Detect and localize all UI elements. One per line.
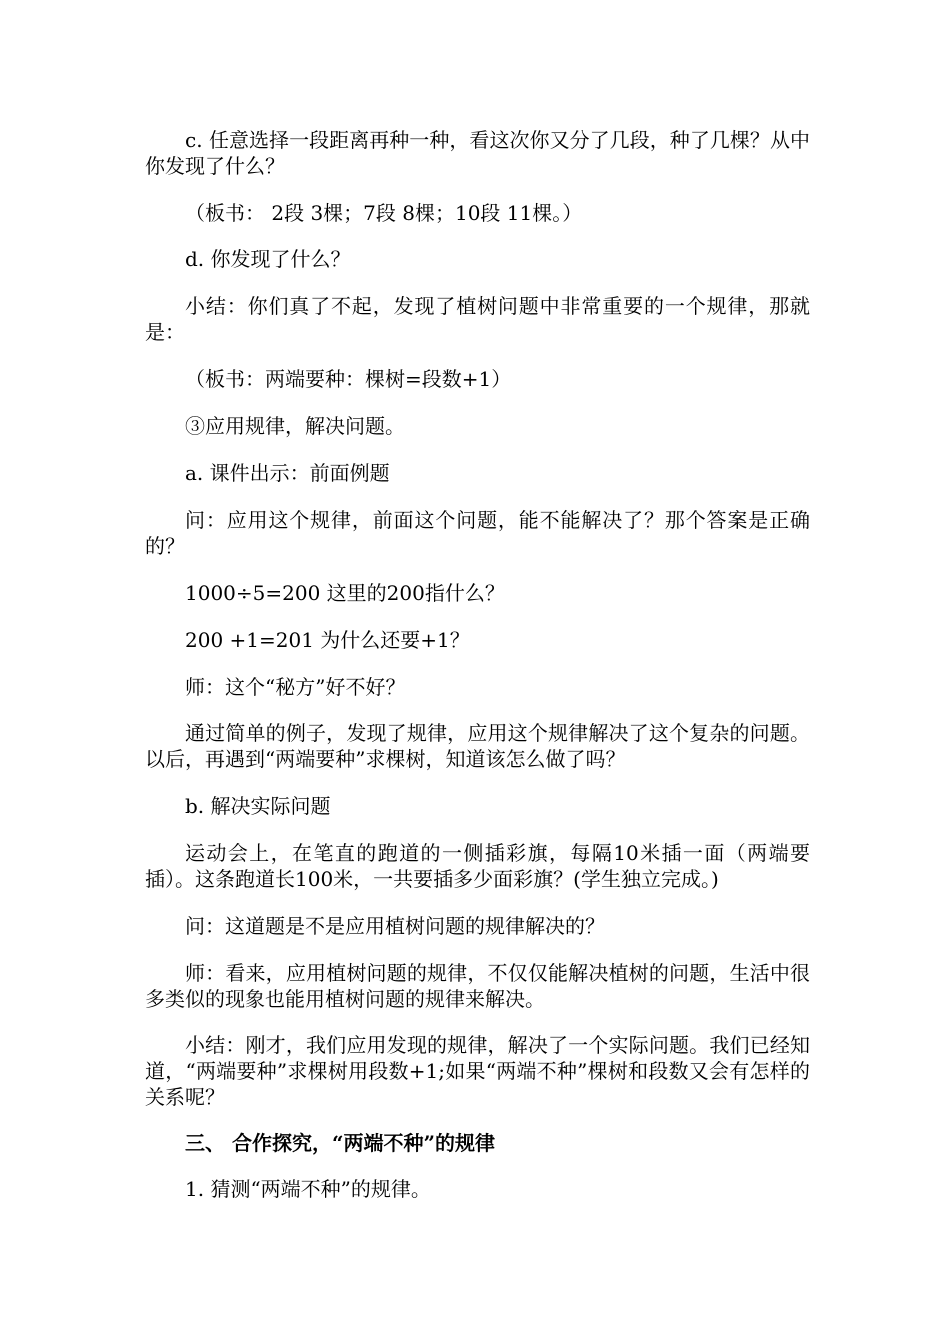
paragraph-summary-both-ends: 小结：刚才，我们应用发现的规律，解决了一个实际问题。我们已经知道，“两端要种”求棵树用段数+1;如果“两端不种”棵树和段数又会有怎样的关系呢？ <box>145 1033 810 1109</box>
paragraph-calculation-plus-one: 200 +1=201 为什么还要+1？ <box>185 628 470 652</box>
paragraph-discovery-summary: 通过简单的例子，发现了规律，应用这个规律解决了这个复杂的问题。以后，再遇到“两端要种”求棵树，知道该怎么做了吗？ <box>145 721 810 771</box>
paragraph-apply-rule: ③应用规律，解决问题。 <box>185 414 405 438</box>
paragraph-summary-rule: 小结：你们真了不起，发现了植树问题中非常重要的一个规律，那就是： <box>145 294 810 344</box>
paragraph-teacher-question: 师：这个“秘方”好不好？ <box>185 675 406 699</box>
paragraph-board-note-formula: （板书：两端要种：棵树=段数+1） <box>185 367 512 391</box>
paragraph-question-apply: 问：应用这个规律，前面这个问题，能不能解决了？那个答案是正确的？ <box>145 508 810 558</box>
paragraph-task-d: d. 你发现了什么？ <box>185 247 351 271</box>
paragraph-guess-rule: 1. 猜测“两端不种”的规律。 <box>185 1177 431 1201</box>
paragraph-calculation-division: 1000÷5=200 这里的200指什么？ <box>185 581 505 605</box>
paragraph-task-c: c. 任意选择一段距离再种一种，看这次你又分了几段，种了几棵？从中你发现了什么？ <box>145 128 810 178</box>
paragraph-task-a: a. 课件出示：前面例题 <box>185 461 390 485</box>
paragraph-task-b: b. 解决实际问题 <box>185 794 331 818</box>
paragraph-question-rule: 问：这道题是不是应用植树问题的规律解决的？ <box>185 914 605 938</box>
paragraph-teacher-explanation: 师：看来，应用植树问题的规律，不仅仅能解决植树的问题，生活中很多类似的现象也能用植树问题的规律来解决。 <box>145 961 810 1011</box>
paragraph-flag-problem: 运动会上，在笔直的跑道的一侧插彩旗，每隔10米插一面（两端要插）。这条跑道长100米，一共要插多少面彩旗？(学生独立完成。) <box>145 841 810 891</box>
section-heading-cooperative-exploration: 三、 合作探究，“两端不种”的规律 <box>185 1131 495 1155</box>
paragraph-board-note-segments: （板书： 2段 3棵；7段 8棵；10段 11棵。） <box>185 201 583 225</box>
